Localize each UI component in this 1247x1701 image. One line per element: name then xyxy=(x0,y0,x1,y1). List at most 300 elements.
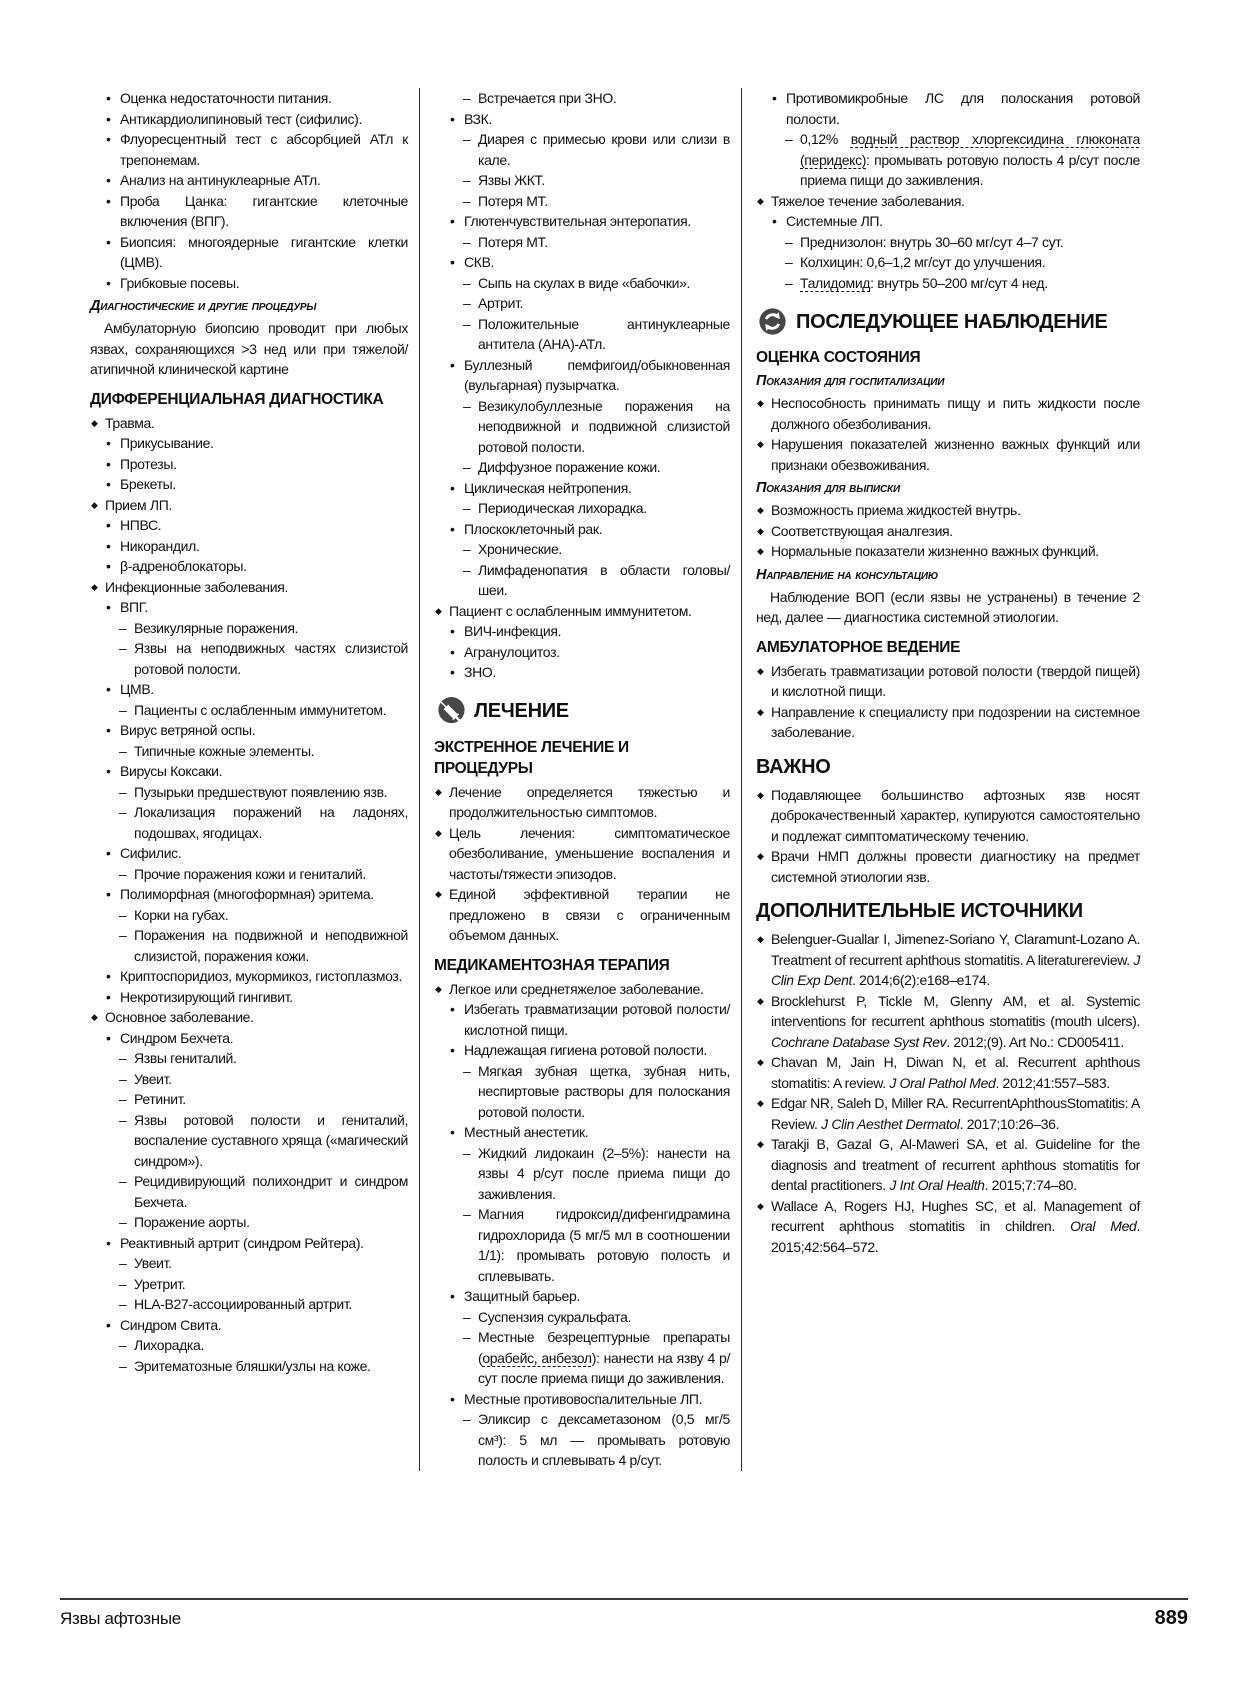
section-header xyxy=(756,305,1140,338)
bullet-marker: • xyxy=(772,90,777,106)
list-item xyxy=(756,785,1140,847)
list-item-text: Типичные кожные элементы. xyxy=(134,742,315,759)
bullet-marker: – xyxy=(463,274,471,291)
bullet-marker: • xyxy=(450,479,455,496)
bullet-marker: ◆ xyxy=(757,195,764,206)
section-header xyxy=(756,899,1140,923)
list-item xyxy=(434,293,730,314)
list-item-text: Агранулоцитоз. xyxy=(464,643,560,660)
bullet-marker: ◆ xyxy=(757,934,764,944)
list-item-text: Потеря МТ. xyxy=(478,233,548,250)
list-item xyxy=(434,884,730,946)
list-item-text: Синдром Свита. xyxy=(120,1316,222,1333)
list-item xyxy=(756,541,1140,562)
list-item xyxy=(90,536,408,557)
list-item xyxy=(90,1171,408,1212)
bullet-marker: • xyxy=(450,213,455,229)
column-3 xyxy=(756,88,1140,1471)
list-item xyxy=(756,1196,1140,1258)
list-item-text: Edgar NR, Saleh D, Miller RA. RecurrentAphthousStomatitis: A Review. J Clin Aesthet Dermatol. 2017;10:26–36. xyxy=(771,1095,1140,1132)
list-item-text: Жидкий лидокаин (2–5%): нанести на язвы 4 р/сут после приема пищи до заживления. xyxy=(478,1144,730,1202)
list-item xyxy=(90,577,408,598)
list-item-text: Язвы гениталий. xyxy=(134,1050,237,1066)
column-divider xyxy=(741,88,742,1471)
list-item xyxy=(434,519,730,540)
list-item xyxy=(434,1409,730,1471)
list-item-text: Преднизолон: внутрь 30–60 мг/сут 4–7 сут. xyxy=(800,233,1064,250)
list-item-text: Поражения на подвижной и неподвижной слизистой, поражения кожи. xyxy=(134,927,408,964)
list-item xyxy=(434,478,730,499)
list-item-text: Легкое или среднетяжелое заболевание. xyxy=(449,980,704,997)
list-item xyxy=(756,929,1140,991)
list-item xyxy=(90,1069,408,1090)
running-title: Язвы афтозные xyxy=(60,1609,181,1628)
section-header-label: ЛЕЧЕНИЕ xyxy=(474,700,569,722)
bullet-marker: ◆ xyxy=(91,499,98,510)
bullet-marker: • xyxy=(106,435,111,451)
bullet-marker: – xyxy=(463,1411,471,1427)
list-item-text: Встречается при ЗНО. xyxy=(478,90,617,106)
list-item-text: ВЗК. xyxy=(464,110,492,127)
list-item-text: Потеря МТ. xyxy=(478,192,548,209)
list-item xyxy=(434,1307,730,1328)
list-item-text: Прием ЛП. xyxy=(105,496,172,513)
list-item xyxy=(90,802,408,843)
list-item-text: β-адреноблокаторы. xyxy=(120,558,247,574)
list-item xyxy=(90,474,408,495)
bullet-marker: • xyxy=(106,131,111,147)
bullet-marker: • xyxy=(106,537,111,554)
list-item xyxy=(90,782,408,803)
list-item-text: Реактивный артрит (синдром Рейтера). xyxy=(120,1234,364,1251)
list-item xyxy=(90,1335,408,1356)
bullet-marker: • xyxy=(450,1390,455,1407)
bullet-marker: ◆ xyxy=(757,439,764,449)
list-item xyxy=(434,782,730,823)
list-item xyxy=(90,1007,408,1028)
run-in-header: Показания для госпитализации xyxy=(756,373,945,389)
list-item xyxy=(90,495,408,516)
run-in-header: Диагностические и другие процедуры xyxy=(90,298,317,314)
list-item-text: Tarakji B, Gazal G, Al-Maweri SA, et al. Guideline for the diagnosis and treatment of recurrent aphthous stomatitis for dental practitioners. J Int Oral Health. 2015;7:74–80. xyxy=(771,1136,1140,1193)
list-item-text: Биопсия: многоядерные гигантские клетки (ЦМВ). xyxy=(120,233,408,270)
list-item-text: Подавляющее большинство афтозных язв носят доброкачественный характер, купируются самостоятельно и подлежат симптоматическому течению. xyxy=(771,786,1140,844)
list-item xyxy=(434,232,730,253)
list-item xyxy=(756,1052,1140,1093)
list-item xyxy=(434,1286,730,1307)
list-item xyxy=(90,273,408,294)
bullet-marker: • xyxy=(106,192,111,209)
bullet-marker: – xyxy=(785,254,793,270)
list-item-text: Глютенчувствительная энтеропатия. xyxy=(464,213,691,229)
section-header-label: ВАЖНО xyxy=(756,755,831,778)
bullet-marker: – xyxy=(119,1357,127,1374)
list-item-text: Мягкая зубная щетка, зубная нить, неспиртовые растворы для полоскания ротовой полости. xyxy=(478,1062,730,1120)
list-item-text: Язвы ротовой полости и гениталий, воспаление суставного хряща («магический синдром»). xyxy=(134,1111,408,1169)
list-item-text: Буллезный пемфигоид/обыкновенная (вульгарная) пузырчатка. xyxy=(464,356,730,393)
list-item xyxy=(434,211,730,232)
list-item xyxy=(434,314,730,355)
page-number: 889 xyxy=(1154,1607,1188,1629)
list-item xyxy=(90,454,408,475)
bullet-marker: ◆ xyxy=(435,786,442,797)
list-item xyxy=(90,170,408,191)
bullet-marker: • xyxy=(106,455,111,472)
list-item-text: Системные ЛП. xyxy=(786,213,883,229)
bullet-marker: – xyxy=(463,1329,471,1345)
list-item-text: Колхицин: 0,6–1,2 мг/сут до улучшения. xyxy=(800,254,1046,270)
list-item-text: Плоскоклеточный рак. xyxy=(464,520,603,537)
journal-title: Oral Med xyxy=(1070,1218,1137,1234)
bullet-marker: • xyxy=(106,886,111,902)
list-item-text: Эликсир с дексаметазоном (0,5 мг/5 см³): 5 мл — промывать ротовую полость и сплевывать 4 р/сут. xyxy=(478,1411,730,1468)
subsection-header: ЭКСТРЕННОЕ ЛЕЧЕНИЕ И ПРОЦЕДУРЫ xyxy=(434,738,629,777)
section-header-label: ДОПОЛНИТЕЛЬНЫЕ ИСТОЧНИКИ xyxy=(756,900,1083,922)
trade-name: орабейс, анбезол xyxy=(482,1349,592,1366)
list-item xyxy=(756,846,1140,887)
bullet-marker: ◆ xyxy=(757,1098,764,1108)
list-item-text: Пузырьки предшествуют появлению язв. xyxy=(134,783,388,800)
bullet-marker: • xyxy=(106,845,111,861)
list-item xyxy=(434,252,730,273)
list-item xyxy=(434,1204,730,1286)
list-item xyxy=(756,1134,1140,1196)
list-item-text: Противомикробные ЛС для полоскания ротовой полости. xyxy=(786,90,1140,127)
bullet-marker: – xyxy=(463,1206,471,1222)
bullet-marker: • xyxy=(106,110,111,127)
list-item-text: Вирус ветряной оспы. xyxy=(120,722,256,738)
list-item xyxy=(756,211,1140,232)
list-item xyxy=(90,88,408,109)
list-item-text: Belenguer-Guallar I, Jimenez-Soriano Y, Claramunt-Lozano A. Treatment of recurrent aphthous stomatitis. A literaturereview. J Clin Exp Dent. 2014;6(2):e168–e174. xyxy=(771,931,1140,988)
bullet-marker: ◆ xyxy=(757,505,764,515)
bullet-marker: ◆ xyxy=(435,827,442,838)
bullet-marker: ◆ xyxy=(757,851,764,861)
syringe-icon xyxy=(434,695,467,728)
bullet-marker: • xyxy=(106,1029,111,1046)
list-item-text: Лихорадка. xyxy=(134,1337,204,1353)
trade-name: водный раствор хлоргексидина глюконата (перидекс) xyxy=(800,131,1140,168)
list-item xyxy=(90,232,408,273)
list-item-text: Везикулобуллезные поражения на неподвижной и подвижной слизистой ротовой полости. xyxy=(478,397,730,455)
bullet-marker: • xyxy=(106,1234,111,1251)
bullet-marker: • xyxy=(450,1124,455,1140)
list-item-text: Травма. xyxy=(105,414,155,431)
list-item-text: Тяжелое течение заболевания. xyxy=(771,192,965,209)
list-item-text: Возможность приема жидкостей внутрь. xyxy=(771,502,1021,518)
list-item-text: Лечение определяется тяжестью и продолжительностью симптомов. xyxy=(449,783,730,820)
list-item-text: Пациент с ослабленным иммунитетом. xyxy=(449,602,692,619)
bullet-marker: • xyxy=(106,968,111,984)
paragraph: Амбулаторную биопсию проводит при любых язвах, сохраняющихся >3 нед или при тяжелой/атипичной клинической картине xyxy=(90,320,408,377)
list-item-text: Анализ на антинуклеарные АТл. xyxy=(120,172,321,188)
bullet-marker: ◆ xyxy=(757,1057,764,1067)
list-item-text: Периодическая лихорадка. xyxy=(478,500,647,516)
list-item-text: НПВС. xyxy=(120,517,162,533)
list-item xyxy=(90,864,408,885)
list-item xyxy=(90,1233,408,1254)
bullet-marker: • xyxy=(450,110,455,127)
list-item-text: Увеит. xyxy=(134,1070,172,1087)
list-item-text: Язвы ЖКТ. xyxy=(478,172,545,188)
list-item-text: Криптоспоридиоз, мукормикоз, гистоплазмоз. xyxy=(120,968,402,984)
bullet-marker: – xyxy=(119,1255,127,1271)
list-item-text: Некротизирующий гингивит. xyxy=(120,988,293,1005)
bullet-marker: ◆ xyxy=(757,789,764,800)
list-item-text: Суспензия сукральфата. xyxy=(478,1308,632,1325)
bullet-marker: – xyxy=(463,1144,471,1161)
list-item xyxy=(90,515,408,536)
list-item xyxy=(434,129,730,170)
list-item xyxy=(434,1389,730,1410)
list-item-text: Избегать травматизации ротовой полости/кислотной пищи. xyxy=(464,1001,730,1038)
list-item xyxy=(434,273,730,294)
list-item-text: Неспособность принимать пищу и пить жидкости после должного обезболивания. xyxy=(771,395,1140,432)
list-item xyxy=(756,434,1140,475)
bullet-marker: – xyxy=(119,906,127,923)
list-item xyxy=(90,638,408,679)
list-item xyxy=(90,109,408,130)
list-item-text: Сыпь на скулах в виде «бабочки». xyxy=(478,274,691,291)
list-item xyxy=(90,191,408,232)
list-item xyxy=(434,539,730,560)
list-item xyxy=(756,129,1140,191)
list-item-text: Артрит. xyxy=(478,295,524,311)
list-item-text: Увеит. xyxy=(134,1255,172,1271)
list-item xyxy=(434,1061,730,1123)
list-item-text: Местные противовоспалительные ЛП. xyxy=(464,1390,703,1407)
bullet-marker: • xyxy=(450,1288,455,1304)
cycle-icon xyxy=(756,305,789,338)
run-in-header: Направление на консультацию xyxy=(756,566,939,583)
list-item-text: Рецидивирующий полихондрит и синдром Бехчета. xyxy=(134,1173,408,1210)
bullet-marker: – xyxy=(119,701,127,718)
list-item-text: Везикулярные поражения. xyxy=(134,619,299,636)
bullet-marker: ◆ xyxy=(757,1139,764,1149)
bullet-marker: – xyxy=(119,1091,127,1107)
list-item xyxy=(434,355,730,396)
list-item xyxy=(434,560,730,601)
list-item xyxy=(756,500,1140,521)
bullet-marker: – xyxy=(119,804,127,820)
section-header xyxy=(434,695,730,728)
bullet-marker: • xyxy=(106,1316,111,1333)
list-item xyxy=(434,999,730,1040)
bullet-marker: ◆ xyxy=(757,706,764,717)
list-item xyxy=(756,702,1140,743)
list-item-text: СКВ. xyxy=(464,254,495,270)
list-item xyxy=(90,925,408,966)
bullet-marker: • xyxy=(106,988,111,1005)
list-item-text: Нормальные показатели жизненно важных функций. xyxy=(771,543,1099,559)
journal-title: J Clin Aesthet Dermatol xyxy=(821,1115,960,1132)
list-item xyxy=(90,1212,408,1233)
list-item xyxy=(434,498,730,519)
list-item xyxy=(90,556,408,577)
list-item-text: Chavan M, Jain H, Diwan N, et al. Recurrent aphthous stomatitis: A review. J Oral Pathol Med. 2012;41:557–583. xyxy=(771,1054,1140,1091)
bullet-marker: • xyxy=(106,558,111,574)
column-divider xyxy=(419,88,420,1471)
list-item-text: Циклическая нейтропения. xyxy=(464,479,632,496)
bullet-marker: – xyxy=(119,619,127,636)
bullet-marker: – xyxy=(463,192,471,209)
list-item-text: Соответствующая аналгезия. xyxy=(771,522,953,539)
list-item xyxy=(90,597,408,618)
list-item-text: HLA-B27-ассоциированный артрит. xyxy=(134,1296,352,1312)
list-item-text: ЗНО. xyxy=(464,664,496,680)
bullet-marker: – xyxy=(785,233,793,250)
page-content xyxy=(90,88,1140,1471)
list-item-text: 0,12% водный раствор хлоргексидина глюконата (перидекс): промывать ротовую полость 4 р/сут после приема пищи до заживления. xyxy=(800,131,1140,188)
list-item xyxy=(90,1028,408,1049)
list-item xyxy=(756,393,1140,434)
list-item xyxy=(90,761,408,782)
bullet-marker: – xyxy=(119,1173,127,1189)
list-item xyxy=(434,1143,730,1205)
list-item-text: Магния гидроксид/дифенгидрамина гидрохлорида (5 мг/5 мл в соотношении 1/1): промывать ротовую полость и сплевывать. xyxy=(478,1206,730,1284)
list-item-text: Ретинит. xyxy=(134,1091,186,1107)
list-item-text: Талидомид: внутрь 50–200 мг/сут 4 нед. xyxy=(800,274,1048,291)
journal-title: J Oral Pathol Med xyxy=(889,1074,996,1091)
bullet-marker: ◆ xyxy=(435,983,442,994)
bullet-marker: • xyxy=(450,520,455,537)
bullet-marker: • xyxy=(106,681,111,697)
column-2 xyxy=(434,88,730,1471)
bullet-marker: ◆ xyxy=(91,581,98,592)
list-item-text: Уретрит. xyxy=(134,1275,186,1292)
bullet-marker: – xyxy=(785,274,793,291)
list-item-text: Надлежащая гигиена ротовой полости. xyxy=(464,1042,707,1058)
bullet-marker: • xyxy=(106,90,111,106)
bullet-marker: – xyxy=(119,1070,127,1087)
list-item-text: Защитный барьер. xyxy=(464,1288,580,1304)
bullet-marker: – xyxy=(463,1308,471,1325)
list-item xyxy=(90,433,408,454)
list-item-text: Язвы на неподвижных частях слизистой ротовой полости. xyxy=(134,640,408,677)
list-item-text: Эритематозные бляшки/узлы на коже. xyxy=(134,1357,371,1374)
list-item-text: Вирусы Коксаки. xyxy=(120,763,223,779)
bullet-marker: • xyxy=(450,643,455,660)
journal-title: J Int Oral Health xyxy=(889,1177,985,1193)
list-item-text: Оценка недостаточности питания. xyxy=(120,90,332,106)
bullet-marker: • xyxy=(772,213,777,229)
list-item xyxy=(756,661,1140,702)
list-item xyxy=(434,642,730,663)
bullet-marker: ◆ xyxy=(757,398,764,408)
list-item xyxy=(90,1294,408,1315)
list-item xyxy=(434,457,730,478)
bullet-marker: – xyxy=(463,233,471,250)
list-item xyxy=(90,129,408,170)
list-item xyxy=(434,191,730,212)
bullet-marker: – xyxy=(463,90,471,106)
bullet-marker: • xyxy=(450,1001,455,1017)
bullet-marker: – xyxy=(463,172,471,188)
list-item xyxy=(90,679,408,700)
bullet-marker: • xyxy=(106,599,111,615)
bullet-marker: ◆ xyxy=(435,605,442,616)
list-item-text: Местные безрецептурные препараты (орабейс, анбезол): нанести на язву 4 р/сут после приема пищи до заживления. xyxy=(478,1329,730,1386)
list-item-text: Пациенты с ослабленным иммунитетом. xyxy=(134,701,387,718)
bullet-marker: • xyxy=(450,254,455,270)
bullet-marker: – xyxy=(463,1062,471,1079)
bullet-marker: – xyxy=(463,295,471,311)
bullet-marker: ◆ xyxy=(91,417,98,428)
list-item-text: Единой эффективной терапии не предложено в связи с ограниченным объемом данных. xyxy=(449,886,730,943)
list-item-text: Основное заболевание. xyxy=(105,1009,254,1025)
bullet-marker: • xyxy=(106,722,111,738)
page-footer xyxy=(60,1598,1188,1630)
list-item xyxy=(434,88,730,109)
bullet-marker: • xyxy=(106,763,111,779)
list-item-text: Проба Цанка: гигантские клеточные включения (ВПГ). xyxy=(120,192,408,229)
list-item xyxy=(90,905,408,926)
list-item xyxy=(90,1274,408,1295)
bullet-marker: • xyxy=(450,356,455,373)
list-item xyxy=(756,1093,1140,1134)
list-item-text: Диарея с примесью крови или слизи в кале. xyxy=(478,131,730,168)
list-item xyxy=(90,618,408,639)
list-item-text: Протезы. xyxy=(120,455,177,472)
list-item xyxy=(756,521,1140,542)
bullet-marker: – xyxy=(119,1111,127,1128)
subsection-header: ДИФФЕРЕНЦИАЛЬНАЯ ДИАГНОСТИКА xyxy=(90,390,384,408)
bullet-marker: – xyxy=(119,1337,127,1353)
list-item xyxy=(756,273,1140,294)
bullet-marker: – xyxy=(463,561,471,578)
subsection-header: МЕДИКАМЕНТОЗНАЯ ТЕРАПИЯ xyxy=(434,956,670,974)
list-item-text: Лимфаденопатия в области головы/шеи. xyxy=(478,561,730,598)
trade-name: Талидомид xyxy=(800,274,871,291)
bullet-marker: • xyxy=(450,623,455,639)
list-item-text: Избегать травматизации ротовой полости (твердой пищей) и кислотной пищи. xyxy=(771,662,1140,699)
bullet-marker: ◆ xyxy=(91,1012,98,1022)
list-item xyxy=(90,413,408,434)
section-header xyxy=(756,755,1140,779)
list-item xyxy=(90,966,408,987)
list-item xyxy=(756,191,1140,212)
list-item xyxy=(434,823,730,885)
bullet-marker: ◆ xyxy=(757,665,764,676)
bullet-marker: – xyxy=(119,927,127,943)
bullet-marker: – xyxy=(119,1275,127,1292)
bullet-marker: • xyxy=(106,274,111,291)
subsection-header: ОЦЕНКА СОСТОЯНИЯ xyxy=(756,349,921,366)
list-item-text: Положительные антинуклеарные антитела (АНА)-АТл. xyxy=(478,315,730,352)
list-item-text: Цель лечения: симптоматическое обезболивание, уменьшение воспаления и частоты/тяжести эпизодов. xyxy=(449,824,730,882)
list-item xyxy=(434,621,730,642)
list-item-text: Местный анестетик. xyxy=(464,1124,589,1140)
list-item-text: Полиморфная (многоформная) эритема. xyxy=(120,886,374,902)
subsection-header: АМБУЛАТОРНОЕ ВЕДЕНИЕ xyxy=(756,638,961,656)
bullet-marker: – xyxy=(463,315,471,332)
list-item xyxy=(90,1315,408,1336)
list-item-text: Брекеты. xyxy=(120,476,176,492)
list-item xyxy=(756,991,1140,1053)
list-item-text: Грибковые посевы. xyxy=(120,274,240,291)
bullet-marker: ◆ xyxy=(757,1200,764,1211)
list-item xyxy=(434,979,730,1000)
list-item xyxy=(90,843,408,864)
bullet-marker: ◆ xyxy=(757,995,764,1006)
bullet-marker: – xyxy=(119,1296,127,1312)
section-header-label: ПОСЛЕДУЮЩЕЕ НАБЛЮДЕНИЕ xyxy=(796,310,1108,333)
bullet-marker: ◆ xyxy=(757,525,764,536)
journal-title: Cochrane Database Syst Rev xyxy=(771,1033,947,1050)
list-item xyxy=(756,252,1140,273)
journal-title: J Clin Exp Dent xyxy=(771,951,1140,988)
bullet-marker: – xyxy=(463,500,471,516)
